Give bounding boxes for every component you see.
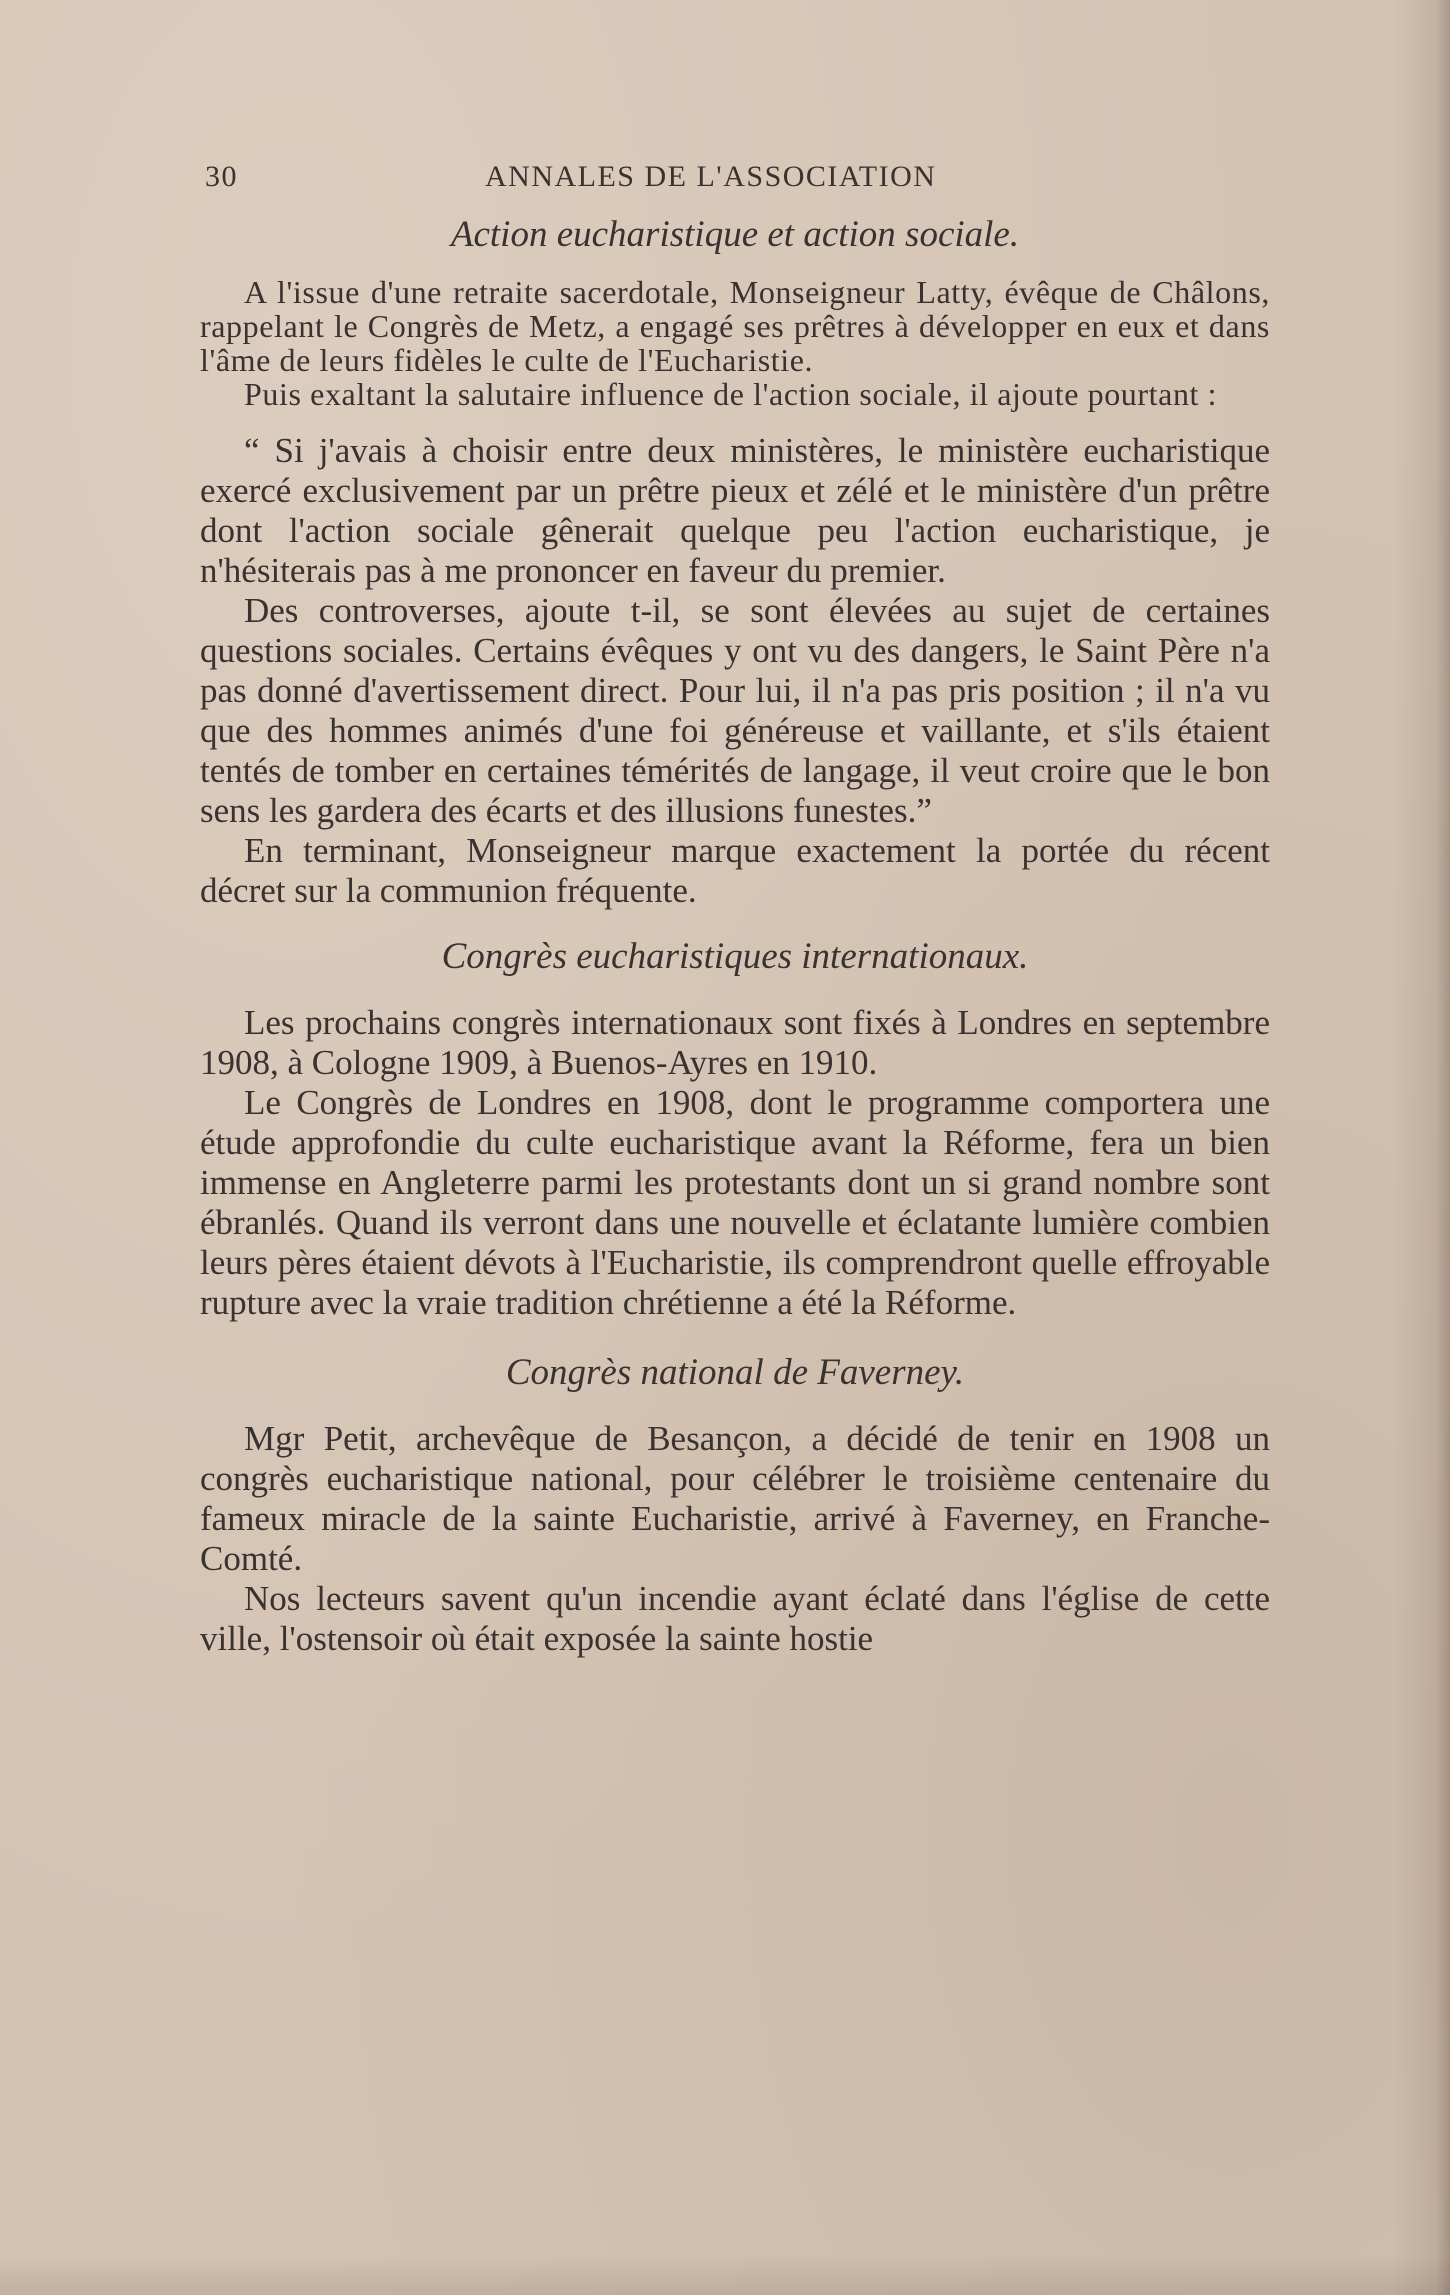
paragraph: Des controverses, ajoute t-il, se sont élevées au sujet de certaines questions sociales. Certains évêques y ont vu des dangers, le Saint Père n'a pas donné d'avertissement direct. Pour lui, il n'a pas pris position ; il n'a vu que des hommes animés d'une foi généreuse et vaillante, et s'ils étaient tentés de tomber en certaines témérités de langage, il veut croire que le bon sens les gardera des écarts et des illusions funestes.” bbox=[200, 591, 1270, 830]
page-bottom-shadow bbox=[0, 2255, 1450, 2295]
page-edge-shadow bbox=[1436, 0, 1450, 2295]
section-heading-action-eucharistique: Action eucharistique et action sociale. bbox=[450, 214, 1020, 255]
paragraph: Les prochains congrès internationaux sont fixés à Londres en septembre 1908, à Cologne 1909, à Buenos-Ayres en 1910. bbox=[200, 1003, 1270, 1082]
paragraph: Puis exaltant la salutaire influence de l'action sociale, il ajoute pourtant : bbox=[244, 376, 1218, 412]
paragraph: Nos lecteurs savent qu'un incendie ayant éclaté dans l'église de cette ville, l'ostensoir où était exposée la sainte hostie bbox=[200, 1579, 1270, 1658]
section-heading-congres-internationaux: Congrès eucharistiques internationaux. bbox=[441, 936, 1029, 977]
quote-paragraph: “ Si j'avais à choisir entre deux ministères, le ministère eucharistique exercé exclusivement par un prêtre pieux et zélé et le ministère d'un prêtre dont l'action sociale gênerait quelque peu l'action eucharistique, je n'hésiterais pas à me prononcer en faveur du premier. bbox=[200, 431, 1270, 590]
paragraph: En terminant, Monseigneur marque exactement la portée du récent décret sur la communion fréquente. bbox=[200, 831, 1270, 910]
paragraph: Le Congrès de Londres en 1908, dont le programme comportera une étude approfondie du culte eucharistique avant la Réforme, fera un bien immense en Angleterre parmi les protestants dont un si grand nombre sont ébranlés. Quand ils verront dans une nouvelle et éclatante lumière combien leurs pères étaient dévots à l'Eucharistie, ils comprendront quelle effroyable rupture avec la vraie tradition chrétienne a été la Réforme. bbox=[200, 1083, 1270, 1322]
section-heading-congres-faverney: Congrès national de Faverney. bbox=[505, 1352, 965, 1393]
running-title: ANNALES DE L'ASSOCIATION bbox=[485, 160, 937, 193]
page-number: 30 bbox=[205, 160, 238, 193]
paragraph: A l'issue d'une retraite sacerdotale, Monseigneur Latty, évêque de Châlons, rappelant le Congrès de Metz, a engagé ses prêtres à développer en eux et dans l'âme de leurs fidèles le culte de l'Eucharistie. bbox=[200, 274, 1270, 378]
paragraph: Mgr Petit, archevêque de Besançon, a décidé de tenir en 1908 un congrès eucharistique national, pour célébrer le troisième centenaire du fameux miracle de la sainte Eucharistie, arrivé à Faverney, en Franche-Comté. bbox=[200, 1419, 1270, 1578]
text-block bbox=[200, 215, 1270, 1659]
